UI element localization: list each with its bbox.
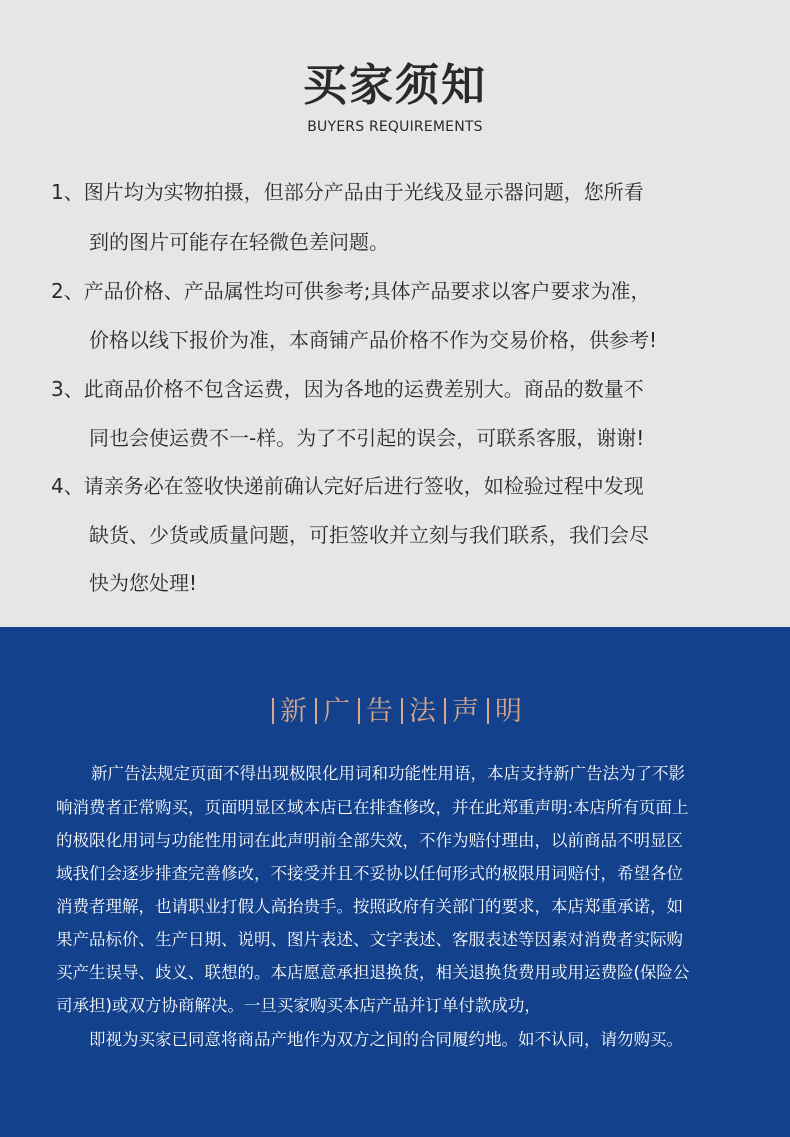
notice-title-char: 新: [280, 696, 309, 727]
notice-title: [0, 692, 790, 732]
requirement-line-1: 1、图片均为实物拍摄，但部分产品由于光线及显示器问题，您所看: [51, 180, 644, 204]
notice-line: 即视为买家已同意将商品产地作为双方之间的合同履约地。如不认同，请勿购买。: [89, 1030, 683, 1049]
title-divider: [401, 698, 403, 724]
requirement-line-3: 3、此商品价格不包含运费，因为各地的运费差别大。商品的数量不: [51, 377, 644, 401]
title-divider: [487, 698, 489, 724]
requirement-line-3-cont: 同也会使运费不一-样。为了不引起的误会，可联系客服，谢谢!: [89, 426, 645, 450]
notice-title-char: 告: [366, 696, 395, 727]
requirement-line-4-cont2: 快为您处理!: [89, 571, 198, 595]
notice-line: 新广告法规定页面不得出现极限化用词和功能性用语，本店支持新广告法为了不影: [91, 764, 685, 783]
notice-title-char: 广: [323, 696, 352, 727]
title-divider: [315, 698, 317, 724]
notice-line: 响消费者正常购买，页面明显区域本店已在排查修改，并在此郑重声明:本店所有页面上: [56, 798, 689, 817]
notice-line: 买产生误导、歧义、联想的。本店愿意承担退换货，相关退换货费用或用运费险(保险公: [56, 963, 690, 982]
notice-title-char: 明: [495, 696, 524, 727]
page-subtitle: BUYERS REQUIREMENTS: [307, 119, 483, 135]
notice-line: 的极限化用词与功能性用词在此声明前全部失效，不作为赔付理由，以前商品不明显区: [56, 831, 683, 850]
page-title: 买家须知: [303, 60, 487, 111]
title-divider: [272, 698, 274, 724]
requirement-line-4: 4、请亲务必在签收快递前确认完好后进行签收，如检验过程中发现: [51, 474, 644, 498]
notice-line: 域我们会逐步排查完善修改，不接受并且不妥协以任何形式的极限用词赔付，希望各位: [56, 864, 683, 883]
title-divider: [444, 698, 446, 724]
notice-title-char: 法: [409, 696, 438, 727]
notice-line: 果产品标价、生产日期、说明、图片表述、文字表述、客服表述等因素对消费者实际购: [56, 930, 683, 949]
requirement-line-4-cont: 缺货、少货或质量问题，可拒签收并立刻与我们联系，我们会尽: [89, 523, 649, 547]
requirement-line-2-cont: 价格以线下报价为准，本商铺产品价格不作为交易价格，供参考!: [89, 328, 658, 352]
requirement-line-2: 2、产品价格、产品属性均可供参考;具体产品要求以客户要求为准，: [51, 279, 651, 303]
title-divider: [358, 698, 360, 724]
requirement-line-1-cont: 到的图片可能存在轻微色差问题。: [89, 230, 389, 254]
notice-line: 司承担)或双方协商解决。一旦买家购买本店产品并订单付款成功，: [56, 996, 541, 1015]
notice-line: 消费者理解，也请职业打假人高抬贵手。按照政府有关部门的要求，本店郑重承诺，如: [56, 897, 683, 916]
notice-title-char: 声: [452, 696, 481, 727]
